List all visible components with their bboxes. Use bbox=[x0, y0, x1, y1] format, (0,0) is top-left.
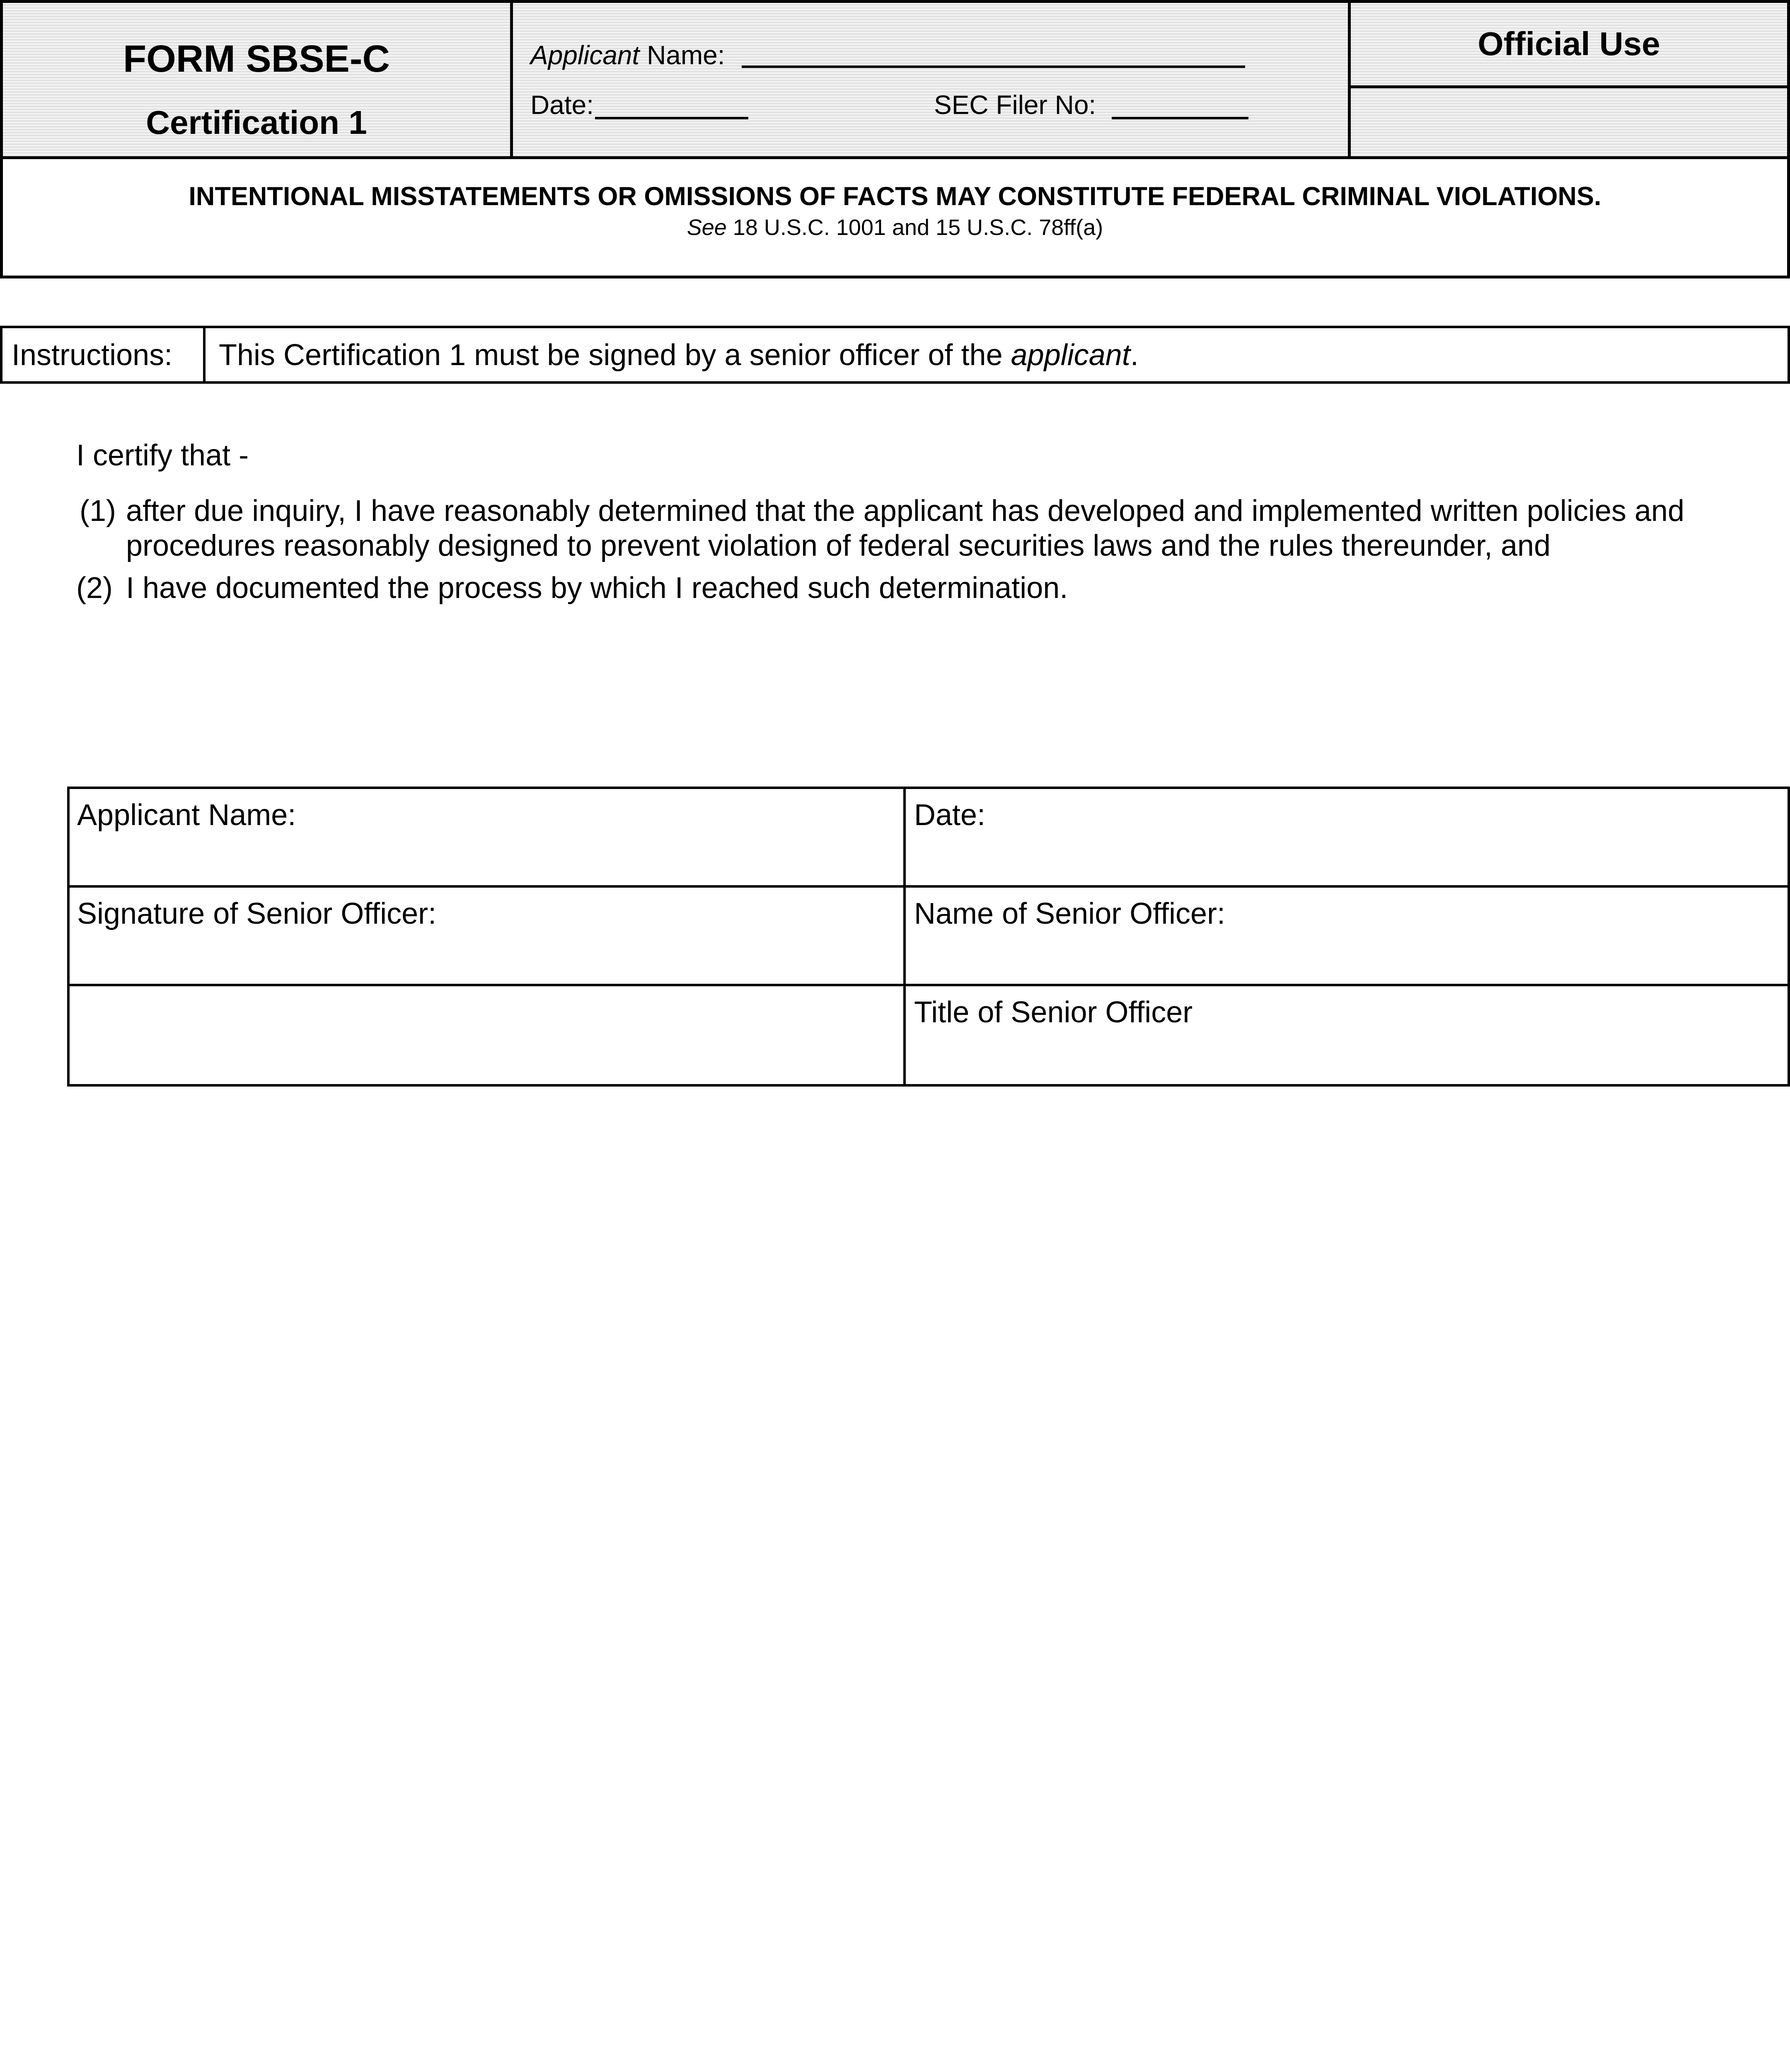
statute-reference bbox=[0, 215, 1790, 240]
official-use-title: Official Use bbox=[1478, 25, 1660, 62]
item-2-number: (2) bbox=[76, 571, 113, 605]
date-field[interactable]: Date: bbox=[914, 799, 986, 832]
signature-table-row-divider bbox=[67, 984, 1790, 986]
applicant-name-word: Name: bbox=[639, 40, 725, 70]
form-subtitle: Certification 1 bbox=[146, 104, 367, 141]
officer-name-field[interactable]: Name of Senior Officer: bbox=[914, 897, 1225, 930]
statute-see: See bbox=[687, 215, 727, 240]
item-1-number: (1) bbox=[80, 494, 116, 528]
header-applicant-name-field[interactable] bbox=[742, 65, 1245, 68]
instructions-text-end: . bbox=[1130, 339, 1139, 372]
header-date-field[interactable] bbox=[595, 117, 748, 119]
instructions-text-italic: applicant bbox=[1011, 339, 1130, 372]
officer-title-field[interactable]: Title of Senior Officer bbox=[914, 996, 1193, 1029]
header-applicant-name-label bbox=[530, 40, 725, 70]
applicant-name-field[interactable]: Applicant Name: bbox=[77, 799, 296, 832]
item-2-text: I have documented the process by which I reached such determination. bbox=[126, 571, 1068, 605]
form-title: FORM SBSE-C bbox=[123, 38, 390, 80]
item-1-text-line-1: after due inquiry, I have reasonably determined that the applicant has developed and implemented written policies and bbox=[126, 494, 1685, 528]
signature-field[interactable]: Signature of Senior Officer: bbox=[77, 897, 437, 930]
item-1-text-line-2: procedures reasonably designed to prevent violation of federal securities laws and the rules thereunder, and bbox=[126, 529, 1551, 562]
certify-intro: I certify that - bbox=[76, 439, 249, 472]
instructions-text-main: This Certification 1 must be signed by a senior officer of the bbox=[219, 339, 1011, 372]
instructions-text bbox=[219, 338, 1139, 372]
instructions-divider bbox=[203, 326, 206, 384]
header-sec-filer-field[interactable] bbox=[1112, 117, 1248, 119]
header-sec-filer-label: SEC Filer No: bbox=[934, 90, 1096, 120]
header-date-label: Date: bbox=[530, 90, 594, 120]
signature-table-column-divider bbox=[903, 787, 906, 1087]
instructions-label: Instructions: bbox=[12, 339, 173, 372]
applicant-italic-word: Applicant bbox=[530, 40, 640, 70]
statute-citation: 18 U.S.C. 1001 and 15 U.S.C. 78ff(a) bbox=[726, 215, 1103, 240]
signature-table-row-divider bbox=[67, 885, 1790, 888]
criminal-warning: INTENTIONAL MISSTATEMENTS OR OMISSIONS OF FACTS MAY CONSTITUTE FEDERAL CRIMINAL VIOLATIONS. bbox=[189, 182, 1601, 211]
